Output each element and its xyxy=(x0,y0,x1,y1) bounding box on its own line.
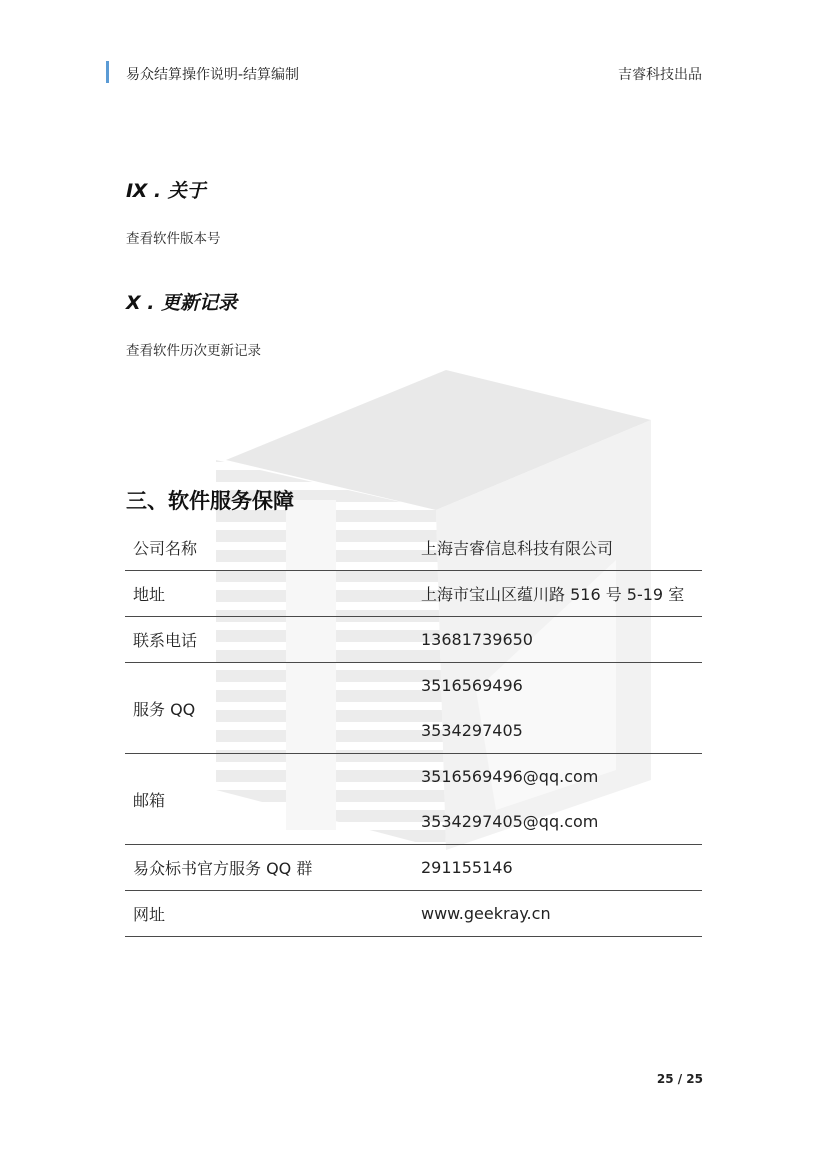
table-row xyxy=(125,663,702,754)
row-value-qq-2: 3534297405 xyxy=(421,721,523,740)
header-accent-bar xyxy=(106,61,109,83)
table-row xyxy=(125,525,702,571)
row-value-website: www.geekray.cn xyxy=(413,891,702,937)
section-body-changelog: 查看软件历次更新记录 xyxy=(126,343,261,359)
row-value-email-2: 3534297405@qq.com xyxy=(421,812,599,831)
row-key-qq: 服务 QQ xyxy=(125,663,413,754)
row-key-qq-group: 易众标书官方服务 QQ 群 xyxy=(125,845,413,891)
table-row xyxy=(125,845,702,891)
row-key-website: 网址 xyxy=(125,891,413,937)
row-value-phone: 13681739650 xyxy=(413,617,702,663)
table-row xyxy=(125,891,702,937)
row-key-company: 公司名称 xyxy=(125,525,413,571)
row-value-company: 上海吉睿信息科技有限公司 xyxy=(413,525,702,571)
service-heading: 三、软件服务保障 xyxy=(126,489,294,513)
table-row xyxy=(125,754,702,845)
row-value-qq-1: 3516569496 xyxy=(421,676,523,695)
section-title-changelog: Ⅹ . 更新记录 xyxy=(126,292,238,314)
service-info-table xyxy=(125,525,702,937)
row-value-email-1: 3516569496@qq.com xyxy=(421,767,599,786)
header-publisher: 吉睿科技出品 xyxy=(618,67,702,83)
section-title-about: Ⅸ . 关于 xyxy=(126,180,206,202)
table-row xyxy=(125,571,702,617)
row-key-email: 邮箱 xyxy=(125,754,413,845)
row-value-address: 上海市宝山区蕴川路 516 号 5-19 室 xyxy=(413,571,702,617)
header-doc-title: 易众结算操作说明-结算编制 xyxy=(126,67,300,83)
section-body-about: 查看软件版本号 xyxy=(126,231,221,247)
row-value-qq-group: 291155146 xyxy=(413,845,702,891)
row-key-phone: 联系电话 xyxy=(125,617,413,663)
table-row xyxy=(125,617,702,663)
row-key-address: 地址 xyxy=(125,571,413,617)
page-number: 25 / 25 xyxy=(656,1072,703,1086)
